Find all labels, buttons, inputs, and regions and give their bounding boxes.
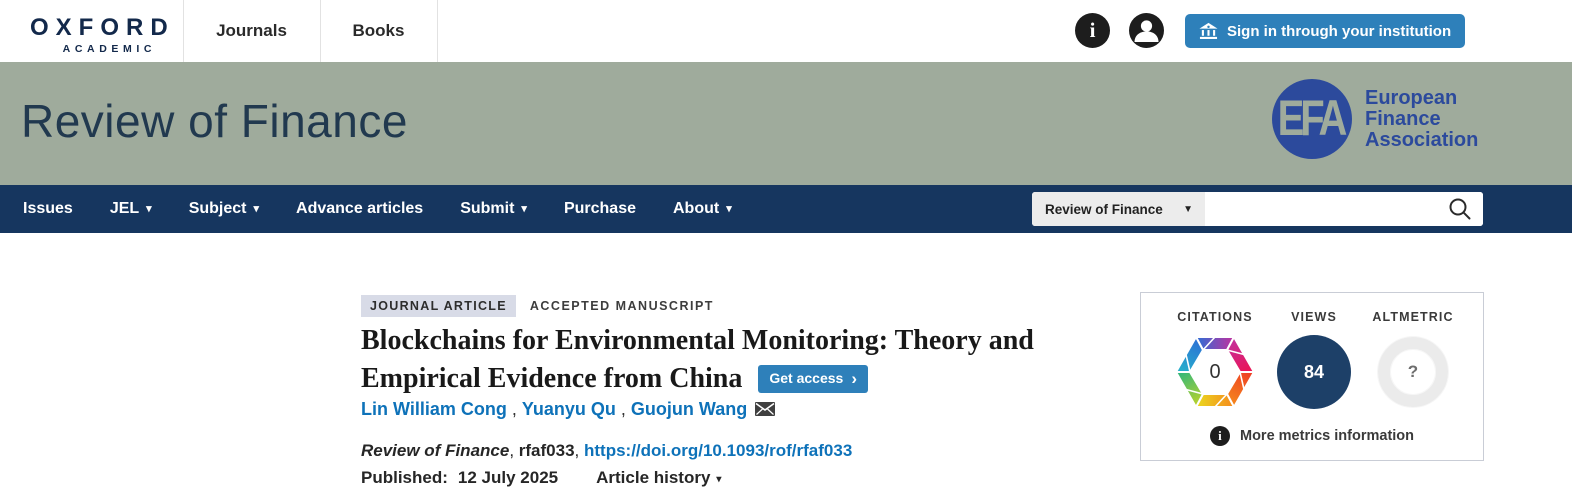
metric-columns [1141, 293, 1483, 411]
altmetric-donut-badge[interactable] [1378, 337, 1448, 407]
cite-separator: , [574, 441, 584, 460]
nav-item-subject[interactable] [189, 200, 259, 218]
logo-text-academic: ACADEMIC [62, 43, 157, 55]
author-separator: , [615, 399, 631, 419]
scope-select-value: Review of Finance [1045, 201, 1163, 217]
published-date: 12 July 2025 [457, 468, 559, 487]
chevron-down-icon: ▾ [253, 203, 260, 215]
select-arrow-icon: ▼ [1183, 203, 1193, 215]
search-bar [1032, 192, 1483, 226]
author-separator: , [506, 399, 522, 419]
logo-text-oxford: OXFORD [30, 14, 175, 41]
nav-item-issues[interactable] [23, 200, 73, 218]
chevron-down-icon: ▾ [521, 203, 527, 215]
chevron-down-icon: ▾ [146, 203, 152, 215]
efa-line: Association [1365, 128, 1479, 151]
search-button[interactable] [1437, 192, 1483, 226]
main-nav [0, 185, 1572, 233]
citation-line [361, 441, 852, 461]
citations-metric [1167, 310, 1263, 411]
journal-title[interactable]: Review of Finance [21, 95, 408, 147]
citations-value: 0 [1209, 360, 1221, 383]
nav-label: About [673, 200, 720, 217]
doi-link[interactable]: https://doi.org/10.1093/rof/rfaf033 [584, 441, 853, 460]
altmetric-label: ALTMETRIC [1372, 310, 1454, 324]
efa-wordmark [1365, 88, 1478, 151]
nav-item-jel[interactable] [110, 200, 152, 218]
views-label: VIEWS [1291, 310, 1337, 324]
efa-initials: EFA [1277, 90, 1344, 146]
views-icon-wrap [1272, 333, 1356, 411]
nav-item-about[interactable] [673, 200, 732, 218]
efa-logo[interactable] [1272, 79, 1478, 159]
journal-scope-select[interactable] [1032, 192, 1205, 226]
citations-label: CITATIONS [1177, 310, 1253, 324]
journal-article-badge: JOURNAL ARTICLE [361, 295, 516, 317]
cite-separator: , [509, 441, 519, 460]
views-metric [1266, 310, 1362, 411]
nav-label: Issues [23, 200, 73, 217]
published-line [361, 468, 721, 488]
chevron-right-icon: › [851, 368, 857, 388]
email-icon[interactable] [755, 400, 775, 420]
altmetric-placeholder: ? [1407, 362, 1419, 381]
nav-item-advance-articles[interactable] [296, 200, 423, 218]
author-link[interactable]: Yuanyu Qu [521, 399, 616, 419]
search-icon [1447, 196, 1473, 222]
efa-monogram-icon [1272, 79, 1352, 159]
info-glyph: i [1089, 18, 1096, 42]
altmetric-metric [1365, 310, 1461, 411]
metrics-box [1140, 292, 1484, 461]
nav-items [0, 200, 732, 218]
nav-label: Submit [460, 200, 515, 217]
cite-journal-name: Review of Finance [361, 441, 510, 460]
nav-label: Purchase [563, 200, 636, 217]
nav-item-submit[interactable] [460, 200, 527, 218]
nav-label: Subject [188, 200, 247, 217]
article-title [361, 322, 1121, 398]
get-access-button[interactable] [758, 365, 868, 393]
article-badges [361, 295, 714, 317]
nav-item-purchase[interactable] [564, 200, 636, 218]
sign-in-institution-button[interactable] [1185, 14, 1465, 48]
author-list [361, 399, 775, 420]
tab-journals[interactable]: Journals [216, 21, 287, 40]
article-history-toggle[interactable] [596, 468, 721, 488]
nav-label: Advance articles [296, 200, 424, 217]
title-line-1: Blockchains for Environmental Monitoring: Theory and [361, 325, 1034, 356]
author-link[interactable]: Lin William Cong [361, 399, 507, 419]
views-value: 84 [1303, 361, 1325, 382]
more-metrics-link[interactable] [1141, 426, 1483, 446]
person-glyph [1129, 13, 1164, 48]
views-count-badge[interactable] [1277, 335, 1351, 409]
author-link[interactable]: Guojun Wang [630, 399, 748, 419]
info-icon [1210, 426, 1230, 446]
divider [437, 0, 438, 62]
efa-line: European [1365, 86, 1458, 109]
info-glyph: i [1218, 428, 1222, 443]
published-label: Published: [361, 468, 448, 487]
journal-banner [0, 62, 1572, 185]
altmetric-icon-wrap [1371, 333, 1455, 411]
accepted-manuscript-label: ACCEPTED MANUSCRIPT [529, 299, 714, 313]
info-icon[interactable] [1075, 13, 1110, 48]
search-input[interactable] [1205, 192, 1437, 226]
nav-label: JEL [109, 200, 140, 217]
efa-line: Finance [1365, 107, 1441, 130]
chevron-down-icon: ▾ [716, 473, 722, 485]
article-history-label: Article history [596, 468, 711, 487]
top-bar [0, 0, 1572, 62]
more-metrics-label: More metrics information [1239, 428, 1415, 444]
sign-in-label: Sign in through your institution [1227, 22, 1452, 40]
tab-books[interactable]: Books [352, 21, 405, 40]
dimensions-citations-badge[interactable] [1173, 333, 1257, 411]
institution-icon [1199, 22, 1218, 40]
account-icon[interactable] [1129, 13, 1164, 48]
get-access-label: Get access [769, 370, 844, 386]
title-line-2: Empirical Evidence from China [361, 363, 743, 394]
article-id: rfaf033 [518, 441, 575, 460]
chevron-down-icon: ▾ [726, 203, 732, 215]
oxford-academic-logo[interactable] [30, 14, 175, 55]
